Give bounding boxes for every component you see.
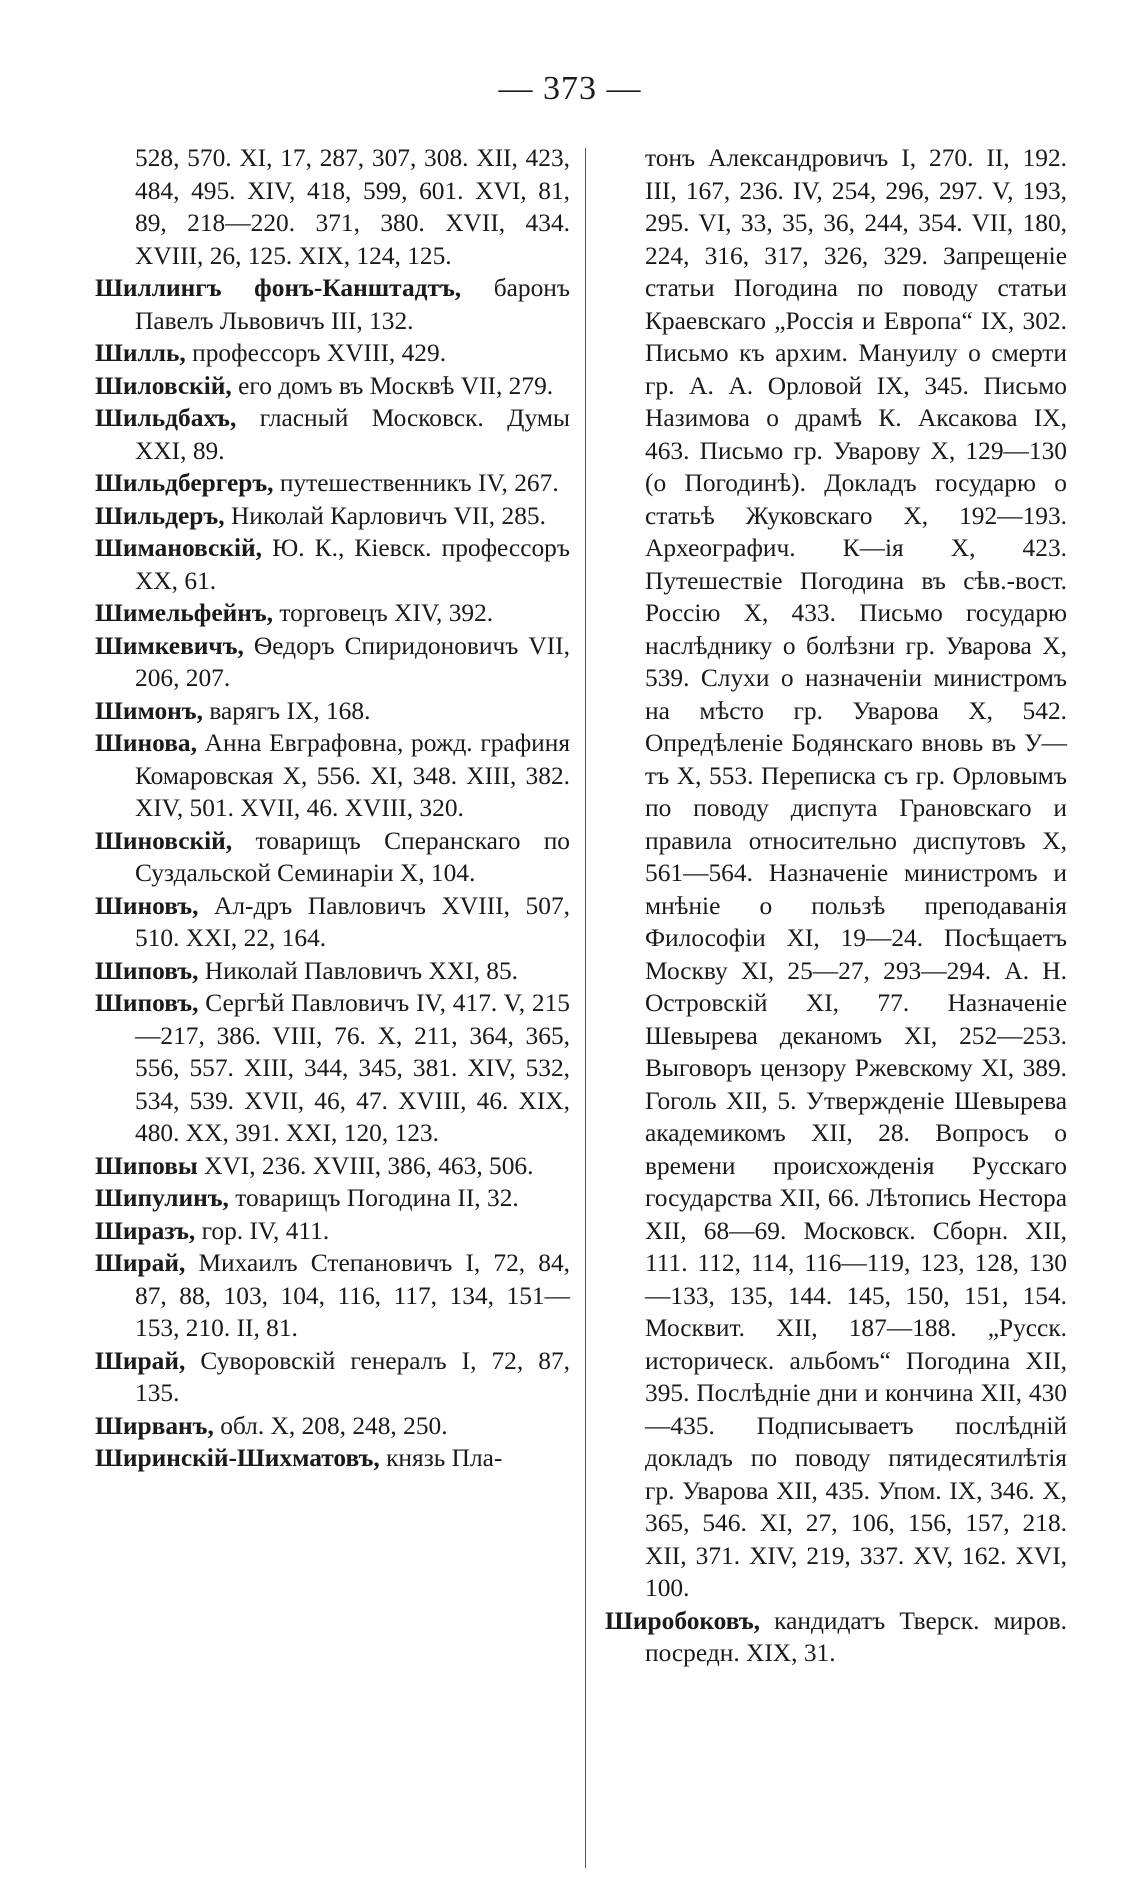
entry-text: Николай Павловичъ XXI, 85. <box>204 956 519 985</box>
entry-text: кандидатъ Тверск. миров. посредн. XIX, 31. <box>645 1606 1067 1667</box>
entry-text: Анна Евграфовна, рожд. графиня Комаровская X, 556. XI, 348. XIII, 382. XIV, 501. XVII, 46. XVIII, 320. <box>135 729 570 822</box>
entry-headword: Шинова, <box>95 729 197 757</box>
entry-headword: Ширай, <box>95 1249 186 1277</box>
entry-headword: Шимельфейнъ, <box>95 599 273 627</box>
index-entry <box>95 1215 570 1248</box>
index-entry <box>95 272 570 337</box>
index-entry <box>95 142 570 272</box>
right-column <box>605 142 1067 1670</box>
entry-headword: Шильдбергеръ, <box>95 469 274 497</box>
entry-text: Суворовскій генералъ I, 72, 87, 135. <box>135 1346 570 1407</box>
index-entry <box>95 1247 570 1345</box>
entry-text: гор. IV, 411. <box>201 1216 330 1245</box>
entry-text: баронъ Павелъ Львовичъ III, 132. <box>135 274 570 335</box>
entry-headword: Шиповъ, <box>95 956 199 985</box>
entry-text: варягъ IX, 168. <box>209 696 371 725</box>
index-entry <box>95 1442 570 1475</box>
entry-text: обл. X, 208, 248, 250. <box>220 1411 448 1440</box>
column-divider <box>585 148 586 1868</box>
entry-headword: Шильдеръ, <box>95 501 225 530</box>
index-entry <box>95 727 570 825</box>
entry-headword: Шимановскій, <box>95 534 262 562</box>
entry-headword: Ширай, <box>95 1346 186 1375</box>
entry-headword: Ширванъ, <box>95 1411 214 1440</box>
entry-headword: Шиллингъ фонъ-Канштадтъ, <box>95 274 462 302</box>
entry-headword: Шильдбахъ, <box>95 404 237 432</box>
index-entry <box>95 402 570 467</box>
entry-text: товарищъ Погодина II, 32. <box>235 1184 519 1212</box>
entry-headword: Шиновскій, <box>95 826 233 855</box>
index-entry <box>95 955 570 988</box>
entry-headword: Широбоковъ, <box>605 1606 760 1635</box>
index-entry <box>95 337 570 370</box>
entry-headword: Шиновъ, <box>95 891 199 920</box>
index-entry <box>95 630 570 695</box>
entry-text: Михаилъ Степановичъ I, 72, 84, 87, 88, 103, 104, 116, 117, 134, 151—153, 210. II, 81. <box>135 1249 571 1342</box>
index-entry <box>95 1182 570 1215</box>
index-entry <box>95 500 570 533</box>
entry-headword: Ширинскій-Шихматовъ, <box>95 1444 380 1472</box>
entry-headword: Шимонъ, <box>95 696 203 725</box>
entry-text: его домъ въ Москвѣ VII, 279. <box>238 371 554 400</box>
entry-headword: Ширазъ, <box>95 1216 196 1245</box>
entry-text: Ѳедоръ Спиридоновичъ VII, 206, 207. <box>135 631 570 692</box>
entry-headword: Шиловскій, <box>95 371 232 400</box>
index-entry <box>95 890 570 955</box>
index-entry <box>95 370 570 403</box>
left-column <box>95 142 570 1475</box>
entry-headword: Шиповы <box>95 1151 198 1180</box>
entry-headword: Шипулинъ, <box>95 1184 229 1212</box>
entry-headword: Шимкевичъ, <box>95 631 244 660</box>
index-entry <box>605 1605 1067 1670</box>
page-number: — 373 — <box>498 70 642 107</box>
entry-text: торговецъ XIV, 392. <box>279 599 494 627</box>
entry-text: XVI, 236. XVIII, 386, 463, 506. <box>204 1151 534 1180</box>
entry-text: профессоръ XVIII, 429. <box>192 339 447 367</box>
entry-text: Ал-дръ Павловичъ XVIII, 507, 510. XXI, 22, 164. <box>135 891 570 952</box>
entry-text: князь Пла- <box>386 1444 503 1472</box>
entry-text: гласный Московск. Думы XXI, 89. <box>135 404 570 465</box>
entry-text: Николай Карловичъ VII, 285. <box>230 501 546 530</box>
entry-text: Ю. К., Кіевск. профессоръ XX, 61. <box>135 534 570 595</box>
index-entry <box>95 467 570 500</box>
index-entry <box>95 1345 570 1410</box>
index-entry <box>95 825 570 890</box>
index-entry <box>95 987 570 1150</box>
index-entry <box>95 695 570 728</box>
entry-headword: Шиповъ, <box>95 989 199 1017</box>
index-entry <box>95 1410 570 1443</box>
entry-text: Сергѣй Павловичъ IV, 417. V, 215—217, 386. VIII, 76. X, 211, 364, 365, 556, 557. XIII, 344, 345, 381. XIV, 532, 534, 539. XVII, 46, 47. XVIII, 46. XIX, 480. XX, 391. XXI, 120, 123. <box>135 989 570 1147</box>
index-entry <box>95 532 570 597</box>
index-entry <box>95 1150 570 1183</box>
entry-headword: Шилль, <box>95 339 186 367</box>
index-entry <box>95 597 570 630</box>
index-entry <box>605 142 1067 1605</box>
entry-text: тонъ Александровичъ I, 270. II, 192. III, 167, 236. IV, 254, 296, 297. V, 193, 295. VI, 33, 35, 36, 244, 354. VII, 180, 224, 316, 317, 326, 329. Запрещеніе статьи Погодина по поводу статьи Краевскаго „Россія и Европа“ IX, 302. Письмо къ архим. Мануилу о смерти гр. А. А. Орловой IX, 345. Письмо Назимова о драмѣ К. Аксакова IX, 463. Письмо гр. Уварову X, 129—130 (о Погодинѣ). Докладъ государю о статьѣ Жуковскаго X, 192—193. Археографич. К—ія X, 423. Путешествіе Погодина въ сѣв.-вост. Россію X, 433. Письмо государю наслѣднику о болѣзни гр. Уварова X, 539. Слухи о назначеніи министромъ на мѣсто гр. Уварова X, 542. Опредѣленіе Бодянскаго вновь въ У—тъ X, 553. Переписка съ гр. Орловымъ по поводу диспута Грановскаго и правила относительно диспутовъ X, 561—564. Назначеніе министромъ и мнѣніе о пользѣ преподаванія Философіи XI, 19—24. Посѣщаетъ Москву XI, 25—27, 293—294. А. Н. Островскій XI, 77. Назначеніе Шевырева деканомъ XI, 252—253. Выговоръ цензору Ржевскому XI, 389. Гоголь XII, 5. Утвержденіе Шевырева академикомъ XII, 28. Вопросъ о времени происхожденія Русскаго государства XII, 66. Лѣтопись Нестора XII, 68—69. Московск. Сборн. XII, 111. 112, 114, 116—119, 123, 128, 130—133, 135, 144. 145, 150, 151, 154. Москвит. XII, 187—188. „Русск. историческ. альбомъ“ Погодина XII, 395. Послѣдніе дни и кончина XII, 430—435. Подписываетъ послѣдній докладъ по поводу пятидесятилѣтія гр. Уварова XII, 435. Упом. IX, 346. X, 365, 546. XI, 27, 106, 156, 157, 218. XII, 371. XIV, 219, 337. XV, 162. XVI, 100. <box>645 144 1067 1602</box>
entry-text: 528, 570. XI, 17, 287, 307, 308. XII, 423, 484, 495. XIV, 418, 599, 601. XVI, 81, 89, 218—220. 371, 380. XVII, 434. XVIII, 26, 125. XIX, 124, 125. <box>135 144 570 270</box>
entry-text: путешественникъ IV, 267. <box>279 469 559 497</box>
entry-text: товарищъ Сперанскаго по Суздальской Семинаріи X, 104. <box>135 826 570 887</box>
